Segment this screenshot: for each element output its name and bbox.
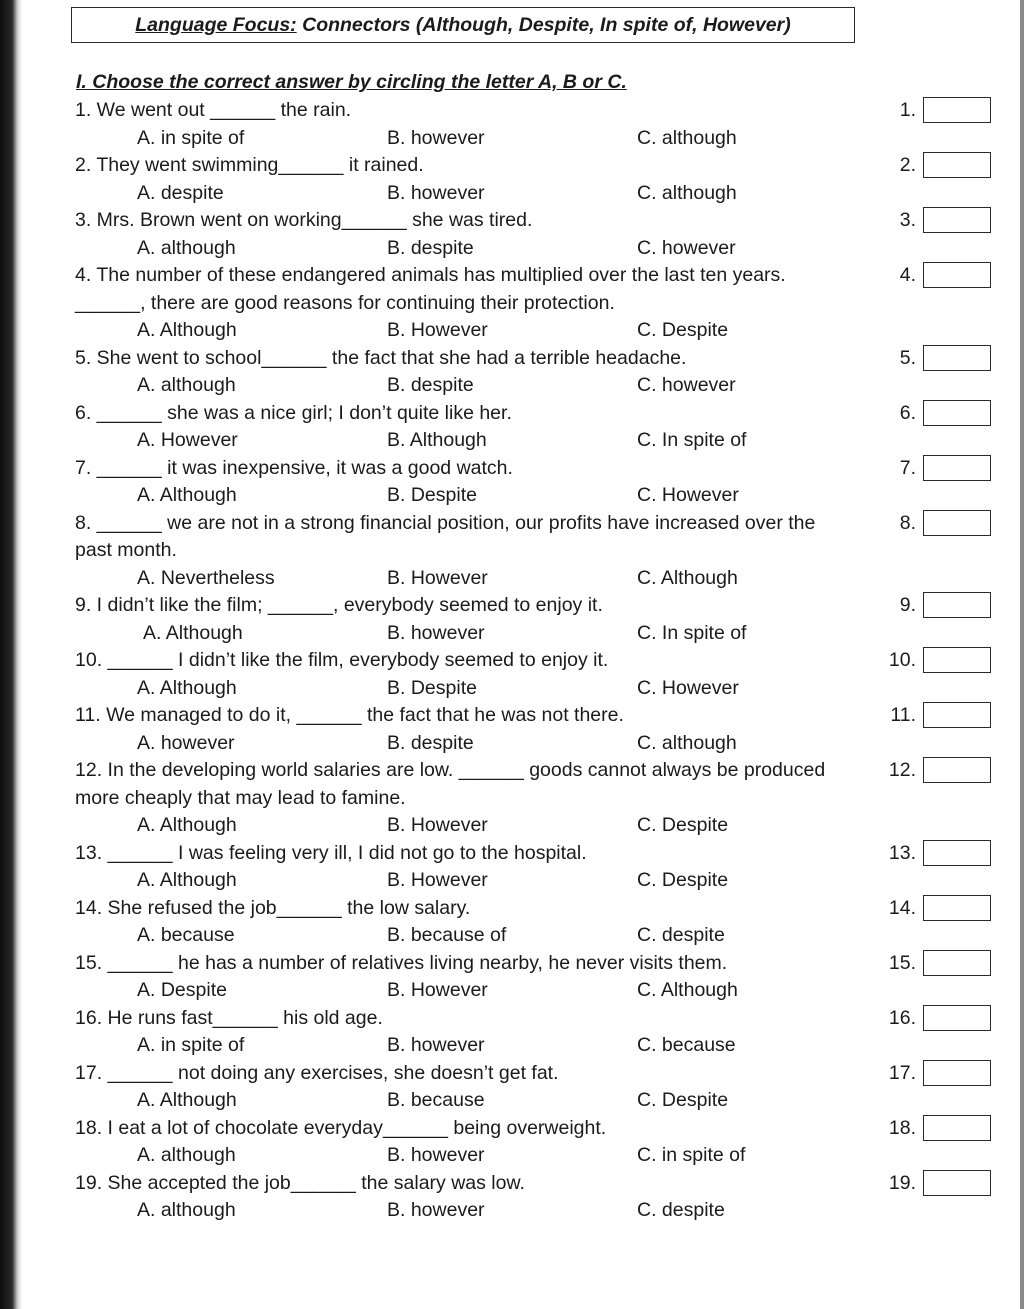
options-row	[0, 317, 1024, 343]
option-b[interactable]: B. However	[387, 814, 488, 836]
option-b[interactable]: B. However	[387, 979, 488, 1001]
option-a[interactable]: A. because	[137, 924, 235, 946]
question-text: 9. I didn’t like the film; ______, everybody seemed to enjoy it.	[75, 594, 603, 616]
option-a[interactable]: A. Although	[137, 676, 237, 699]
option-a[interactable]: A. despite	[137, 181, 224, 204]
option-b[interactable]: B. however	[387, 126, 485, 149]
option-b[interactable]: B. Despite	[387, 676, 477, 699]
answer-number: 15.	[888, 951, 916, 974]
options-row	[0, 565, 1024, 591]
answer-number: 12.	[888, 759, 916, 781]
option-c[interactable]: C. Despite	[637, 814, 729, 836]
options-row	[0, 125, 1024, 151]
answer-box[interactable]	[923, 950, 991, 976]
answer-box[interactable]	[923, 592, 991, 618]
answer-number: 11.	[890, 704, 916, 726]
option-a[interactable]: A. in spite of	[137, 126, 245, 149]
option-c[interactable]: C. Despite	[637, 1089, 729, 1111]
options-row	[0, 620, 1024, 646]
question-row	[0, 950, 1024, 976]
question-row	[0, 1115, 1024, 1141]
question-text: 1. We went out ______ the rain.	[75, 99, 352, 121]
option-b[interactable]: B. because	[387, 1089, 485, 1111]
question-text: 12. In the developing world salaries are low. ______ goods cannot always be produced	[75, 759, 826, 781]
question-row	[0, 1060, 1024, 1086]
title-rest: Connectors (Although, Despite, In spite of, However)	[296, 14, 791, 36]
answer-number: 19.	[888, 1171, 916, 1194]
answer-box[interactable]	[923, 1060, 991, 1086]
answer-box[interactable]	[923, 895, 991, 921]
question-text: 16. He runs fast______ his old age.	[75, 1006, 383, 1029]
option-c[interactable]: C. however	[637, 236, 736, 259]
section-heading: I. Choose the correct answer by circling the letter A, B or C.	[76, 71, 627, 93]
question-continuation-row	[0, 537, 1024, 563]
question-text: 8. ______ we are not in a strong financial position, our profits have increased over the	[75, 511, 816, 534]
option-a[interactable]: A. however	[137, 731, 235, 754]
answer-box[interactable]	[923, 207, 991, 233]
answer-number: 7.	[899, 456, 916, 479]
answer-box[interactable]	[923, 757, 991, 783]
options-row	[0, 235, 1024, 261]
options-row	[0, 482, 1024, 508]
answer-number: 16.	[888, 1006, 916, 1029]
options-row	[0, 867, 1024, 893]
option-c[interactable]: C. because	[637, 1034, 736, 1056]
page-title	[72, 14, 854, 37]
answer-box[interactable]	[923, 1170, 991, 1196]
option-b[interactable]: B. However	[387, 566, 488, 589]
options-row	[0, 1087, 1024, 1113]
option-b[interactable]: B. Although	[387, 429, 487, 451]
option-c[interactable]: C. although	[637, 126, 737, 149]
question-row	[0, 1170, 1024, 1196]
question-row	[0, 757, 1024, 783]
question-text: 18. I eat a lot of chocolate everyday______ being overweight.	[75, 1116, 607, 1139]
question-text: 15. ______ he has a number of relatives living nearby, he never visits them.	[75, 951, 728, 974]
option-a[interactable]: A. in spite of	[137, 1034, 245, 1056]
option-c[interactable]: C. However	[637, 676, 739, 699]
question-row	[0, 262, 1024, 288]
question-text: 5. She went to school______ the fact that she had a terrible headache.	[75, 346, 687, 369]
option-a[interactable]: A. Although	[137, 869, 237, 891]
option-a[interactable]: A. Despite	[137, 979, 227, 1001]
question-text: 11. We managed to do it, ______ the fact that he was not there.	[75, 704, 624, 726]
answer-box[interactable]	[923, 1115, 991, 1141]
answer-number: 3.	[899, 209, 916, 231]
question-text-continued: more cheaply that may lead to famine.	[75, 786, 406, 809]
option-c[interactable]: C. In spite of	[637, 429, 747, 451]
options-row	[0, 675, 1024, 701]
option-a[interactable]: A. Although	[137, 1089, 237, 1111]
option-c[interactable]: C. However	[637, 484, 739, 506]
option-b[interactable]: B. however	[387, 1144, 485, 1166]
answer-number: 6.	[899, 401, 916, 424]
question-row	[0, 702, 1024, 728]
option-c[interactable]: C. although	[637, 181, 737, 204]
options-row	[0, 922, 1024, 948]
option-b[interactable]: B. however	[387, 1034, 485, 1056]
option-a[interactable]: A. Although	[137, 319, 237, 341]
options-row	[0, 1032, 1024, 1058]
question-text: 19. She accepted the job______ the salary was low.	[75, 1171, 525, 1194]
option-a[interactable]: A. although	[137, 1144, 236, 1166]
options-row	[0, 812, 1024, 838]
option-a[interactable]: A. although	[137, 236, 236, 259]
answer-box[interactable]	[923, 345, 991, 371]
question-row	[0, 647, 1024, 673]
title-prefix: Language Focus:	[135, 14, 297, 36]
option-c[interactable]: C. Despite	[637, 319, 729, 341]
question-text: 13. ______ I was feeling very ill, I did not go to the hospital.	[75, 841, 587, 864]
answer-box[interactable]	[923, 647, 991, 673]
answer-box[interactable]	[923, 840, 991, 866]
question-row	[0, 97, 1024, 123]
answer-number: 5.	[899, 346, 916, 369]
answer-number: 2.	[899, 154, 916, 176]
question-row	[0, 345, 1024, 371]
option-c[interactable]: C. despite	[637, 1199, 725, 1221]
answer-box[interactable]	[923, 702, 991, 728]
answer-box[interactable]	[923, 1005, 991, 1031]
answer-number: 18.	[888, 1116, 916, 1139]
answer-number: 10.	[888, 649, 916, 671]
options-row	[0, 1197, 1024, 1223]
question-row	[0, 207, 1024, 233]
question-text: 17. ______ not doing any exercises, she doesn’t get fat.	[75, 1061, 559, 1084]
question-row	[0, 152, 1024, 178]
answer-box[interactable]	[923, 152, 991, 178]
question-text: 3. Mrs. Brown went on working______ she was tired.	[75, 209, 533, 231]
answer-number: 1.	[899, 99, 916, 121]
option-b[interactable]: B. However	[387, 869, 488, 891]
option-b[interactable]: B. however	[387, 181, 485, 204]
answer-number: 9.	[899, 594, 916, 616]
option-a[interactable]: A. although	[137, 1199, 236, 1221]
option-a[interactable]: A. Nevertheless	[137, 566, 275, 589]
option-a[interactable]: A. Although	[137, 814, 237, 836]
question-text-continued: ______, there are good reasons for continuing their protection.	[75, 291, 615, 314]
option-b[interactable]: B. however	[387, 1199, 485, 1221]
options-row	[0, 977, 1024, 1003]
question-row	[0, 510, 1024, 536]
question-text: 4. The number of these endangered animals has multiplied over the last ten years.	[75, 264, 786, 286]
question-text: 6. ______ she was a nice girl; I don’t quite like her.	[75, 401, 512, 424]
answer-box[interactable]	[923, 455, 991, 481]
question-row	[0, 895, 1024, 921]
option-a[interactable]: A. although	[137, 374, 236, 396]
options-row	[0, 730, 1024, 756]
question-text: 14. She refused the job______ the low salary.	[75, 896, 471, 919]
question-continuation-row	[0, 290, 1024, 316]
option-c[interactable]: C. Although	[637, 979, 738, 1001]
options-row	[0, 180, 1024, 206]
answer-number: 14.	[888, 896, 916, 919]
option-b[interactable]: B. despite	[387, 236, 474, 259]
option-b[interactable]: B. However	[387, 319, 488, 341]
option-c[interactable]: C. however	[637, 374, 736, 396]
options-row	[0, 372, 1024, 398]
option-b[interactable]: B. despite	[387, 731, 474, 754]
option-c[interactable]: C. In spite of	[637, 621, 747, 644]
question-row	[0, 455, 1024, 481]
option-a[interactable]: A. Although	[137, 484, 237, 506]
option-c[interactable]: C. although	[637, 731, 737, 754]
answer-box[interactable]	[923, 97, 991, 123]
option-b[interactable]: B. Despite	[387, 484, 477, 506]
answer-box[interactable]	[923, 262, 991, 288]
answer-number: 8.	[899, 511, 916, 534]
question-row	[0, 400, 1024, 426]
options-row	[0, 1142, 1024, 1168]
option-b[interactable]: B. despite	[387, 374, 474, 396]
question-row	[0, 840, 1024, 866]
options-row	[0, 427, 1024, 453]
title-box	[71, 7, 855, 43]
question-continuation-row	[0, 785, 1024, 811]
question-text: 7. ______ it was inexpensive, it was a good watch.	[75, 456, 513, 479]
option-c[interactable]: C. Despite	[637, 869, 729, 891]
answer-box[interactable]	[923, 510, 991, 536]
option-c[interactable]: C. despite	[637, 924, 725, 946]
answer-box[interactable]	[923, 400, 991, 426]
option-b[interactable]: B. however	[387, 621, 485, 644]
option-b[interactable]: B. because of	[387, 924, 507, 946]
option-c[interactable]: C. in spite of	[637, 1144, 746, 1166]
question-row	[0, 592, 1024, 618]
answer-number: 13.	[888, 841, 916, 864]
answer-number: 4.	[899, 264, 916, 286]
option-a[interactable]: A. Although	[143, 621, 243, 644]
question-row	[0, 1005, 1024, 1031]
question-text: 2. They went swimming______ it rained.	[75, 154, 424, 176]
question-text-continued: past month.	[75, 539, 177, 561]
question-text: 10. ______ I didn’t like the film, everybody seemed to enjoy it.	[75, 649, 609, 671]
answer-number: 17.	[888, 1061, 916, 1084]
option-a[interactable]: A. However	[137, 429, 238, 451]
option-c[interactable]: C. Although	[637, 566, 738, 589]
